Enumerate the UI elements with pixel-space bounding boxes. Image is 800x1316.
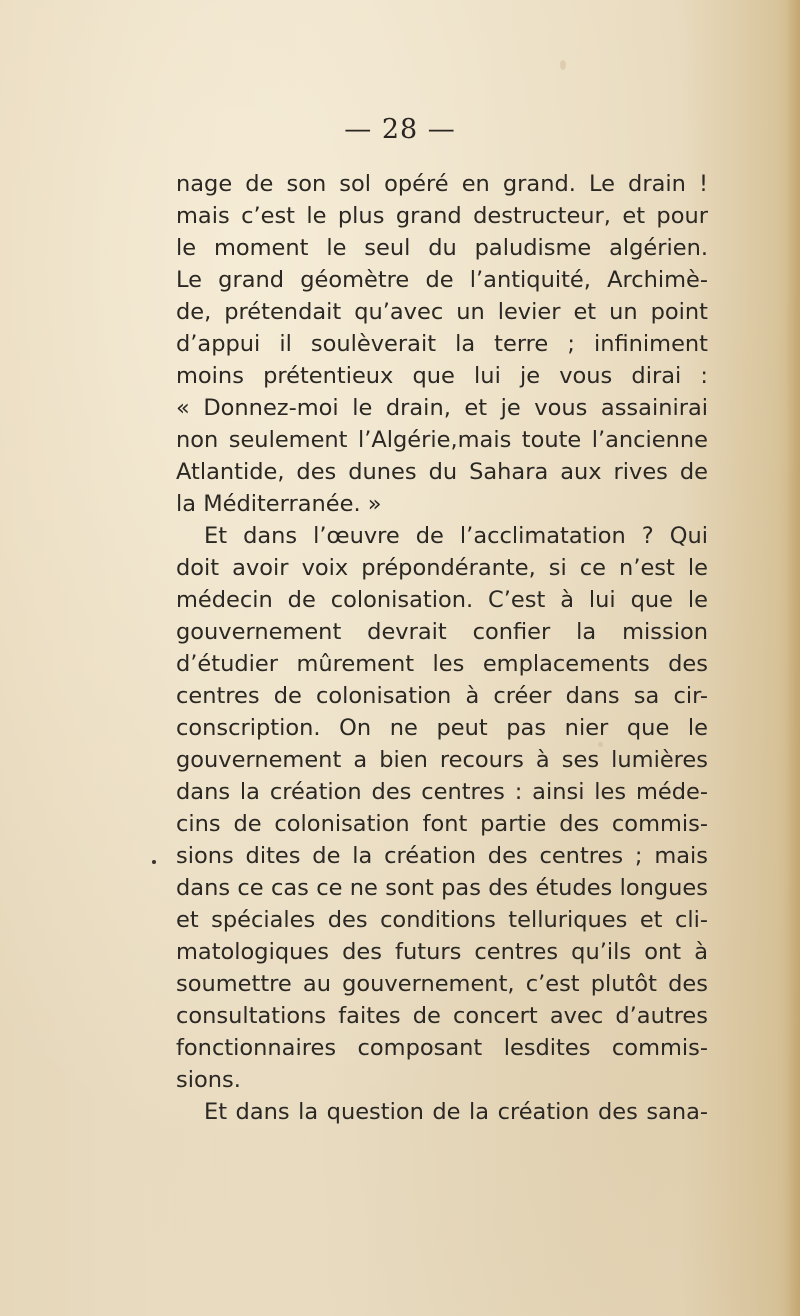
text-line: mais c’est le plus grand destructeur, et pour [176, 203, 708, 229]
text-line: matologiques des futurs centres qu’ils ont à [176, 939, 708, 965]
text-line: fonctionnaires composant lesdites commis- [176, 1035, 708, 1061]
text-line: dans la création des centres : ainsi les méde- [176, 779, 708, 805]
text-line: Le grand géomètre de l’antiquité, Archimè- [176, 267, 708, 293]
text-line: doit avoir voix prépondérante, si ce n’est le [176, 555, 708, 581]
text-line: et spéciales des conditions telluriques et cli- [176, 907, 708, 933]
margin-mark [152, 860, 156, 864]
text-line: sions. [176, 1067, 241, 1093]
text-line: gouvernement a bien recours à ses lumières [176, 747, 708, 773]
text-line: soumettre au gouvernement, c’est plutôt des [176, 971, 708, 997]
text-line: médecin de colonisation. C’est à lui que le [176, 587, 708, 613]
text-line: nage de son sol opéré en grand. Le drain ! [176, 171, 708, 197]
text-line: consultations faites de concert avec d’autres [176, 1003, 708, 1029]
paragraph-first-line: Et dans l’œuvre de l’acclimatation ? Qui [204, 523, 708, 549]
paragraph-first-line: Et dans la question de la création des sana- [204, 1099, 708, 1125]
text-line: sions dites de la création des centres ; mais [176, 843, 708, 869]
text-line: non seulement l’Algérie,mais toute l’ancienne [176, 427, 708, 453]
text-line: de, prétendait qu’avec un levier et un point [176, 299, 708, 325]
page-number: — 28 — [344, 114, 456, 145]
text-line: d’étudier mûrement les emplacements des [176, 651, 708, 677]
text-line: moins prétentieux que lui je vous dirai : [176, 363, 708, 389]
text-line: Atlantide, des dunes du Sahara aux rives de [176, 459, 708, 485]
text-line: d’appui il soulèverait la terre ; infiniment [176, 331, 708, 357]
page-edge-shadow [786, 0, 800, 1316]
text-line: la Méditerranée. » [176, 491, 382, 517]
text-line: le moment le seul du paludisme algérien. [176, 235, 708, 261]
text-line: « Donnez-moi le drain, et je vous assainirai [176, 395, 708, 421]
text-line: cins de colonisation font partie des commis- [176, 811, 708, 837]
text-line: gouvernement devrait confier la mission [176, 619, 708, 645]
body-text [176, 168, 708, 1128]
text-line: dans ce cas ce ne sont pas des études longues [176, 875, 708, 901]
paper-stain [560, 60, 566, 70]
text-line: conscription. On ne peut pas nier que le [176, 715, 708, 741]
text-line: centres de colonisation à créer dans sa cir- [176, 683, 708, 709]
